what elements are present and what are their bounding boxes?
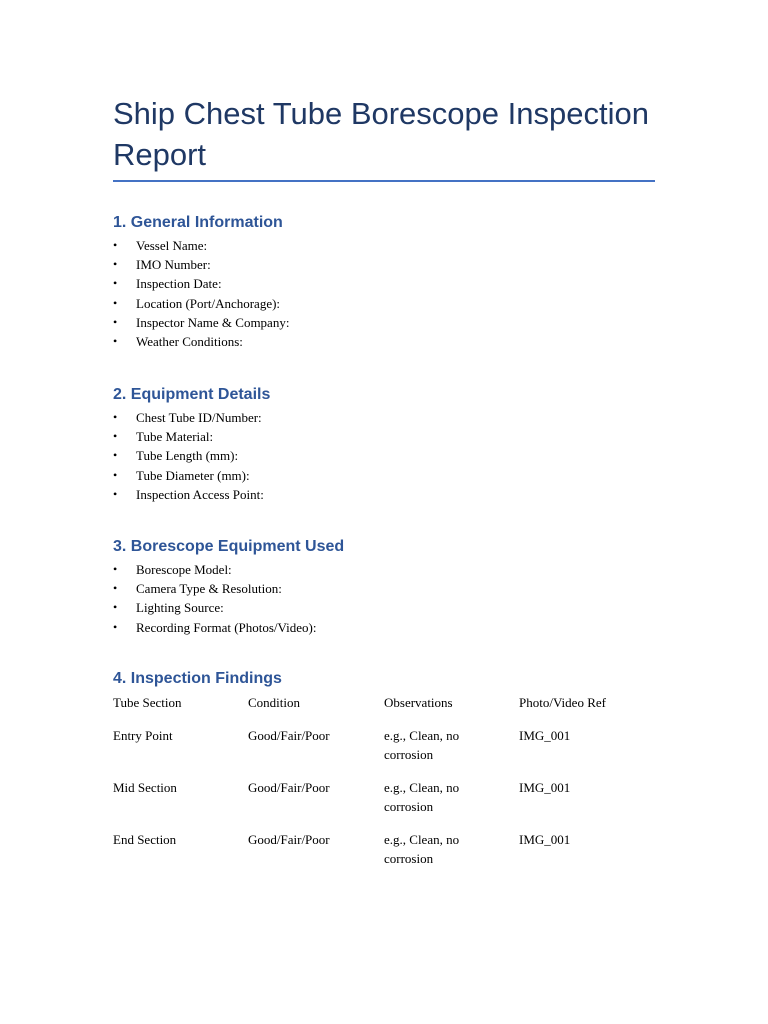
field-label: Borescope Model:	[136, 562, 232, 577]
field-label: Vessel Name:	[136, 238, 208, 253]
cell-photo-ref: IMG_001	[519, 832, 571, 847]
bullet-icon: •	[113, 467, 118, 482]
list-item	[113, 332, 655, 351]
list-item	[113, 274, 655, 293]
findings-table	[113, 692, 655, 881]
table-row	[113, 725, 655, 777]
column-header-observations: Observations	[384, 695, 453, 710]
field-label: Lighting Source:	[136, 600, 224, 616]
field-label: Recording Format (Photos/Video):	[136, 619, 317, 635]
field-label: Inspector Name & Company:	[136, 314, 290, 330]
cell-photo-ref: IMG_001	[519, 728, 571, 743]
section-heading: 1. General Information	[113, 214, 283, 231]
table-header-row	[113, 692, 655, 725]
bullet-icon: •	[113, 600, 118, 615]
field-label: Inspection Access Point:	[136, 486, 264, 502]
list-item	[113, 466, 655, 485]
list-item	[113, 579, 655, 598]
field-label: Location (Port/Anchorage):	[136, 295, 281, 311]
list-item	[113, 560, 655, 579]
field-label: Chest Tube ID/Number:	[136, 410, 262, 425]
cell-condition: Good/Fair/Poor	[248, 728, 330, 743]
document-title: Ship Chest Tube Borescope Inspection Report	[113, 96, 649, 172]
bullet-icon: •	[113, 410, 118, 424]
list-item	[113, 618, 655, 637]
list-item	[113, 598, 655, 617]
cell-tube-section: End Section	[113, 832, 177, 847]
column-header-tube-section: Tube Section	[113, 695, 182, 710]
section-heading: 3. Borescope Equipment Used	[113, 538, 345, 555]
cell-photo-ref: IMG_001	[519, 780, 571, 795]
bullet-icon: •	[113, 314, 118, 329]
field-label: Tube Length (mm):	[136, 448, 239, 464]
bullet-icon: •	[113, 257, 118, 272]
section-equipment-details	[113, 385, 655, 504]
cell-observations: e.g., Clean, no corrosion	[384, 728, 460, 762]
title-underline	[113, 180, 655, 182]
cell-condition: Good/Fair/Poor	[248, 832, 330, 847]
cell-tube-section: Mid Section	[113, 780, 177, 795]
field-list	[113, 236, 655, 351]
bullet-icon: •	[113, 562, 118, 576]
list-item	[113, 294, 655, 313]
column-header-condition: Condition	[248, 695, 301, 710]
bullet-icon: •	[113, 619, 118, 634]
bullet-icon: •	[113, 448, 118, 463]
bullet-icon: •	[113, 429, 118, 444]
cell-observations: e.g., Clean, no corrosion	[384, 832, 460, 866]
table-row	[113, 777, 655, 829]
bullet-icon: •	[113, 295, 118, 310]
list-item	[113, 446, 655, 465]
field-label: Inspection Date:	[136, 276, 222, 292]
section-borescope-equipment	[113, 537, 655, 637]
list-item	[113, 485, 655, 504]
list-item	[113, 236, 655, 255]
table-row	[113, 829, 655, 881]
bullet-icon: •	[113, 276, 118, 291]
column-header-photo-video-ref: Photo/Video Ref	[519, 695, 606, 710]
bullet-icon: •	[113, 486, 118, 501]
list-item	[113, 427, 655, 446]
bullet-icon: •	[113, 334, 118, 349]
bullet-icon: •	[113, 581, 118, 596]
section-heading: 2. Equipment Details	[113, 386, 271, 403]
field-list	[113, 560, 655, 637]
list-item	[113, 255, 655, 274]
section-general-information	[113, 213, 655, 351]
field-label: IMO Number:	[136, 257, 211, 273]
field-label: Tube Material:	[136, 429, 214, 445]
cell-observations: e.g., Clean, no corrosion	[384, 780, 460, 814]
list-item	[113, 313, 655, 332]
cell-tube-section: Entry Point	[113, 728, 173, 743]
field-label: Tube Diameter (mm):	[136, 467, 250, 483]
field-list	[113, 408, 655, 504]
cell-condition: Good/Fair/Poor	[248, 780, 330, 795]
field-label: Camera Type & Resolution:	[136, 581, 282, 597]
bullet-icon: •	[113, 238, 118, 252]
section-heading: 4. Inspection Findings	[113, 670, 282, 687]
field-label: Weather Conditions:	[136, 334, 243, 350]
list-item	[113, 408, 655, 427]
section-inspection-findings	[113, 669, 655, 689]
